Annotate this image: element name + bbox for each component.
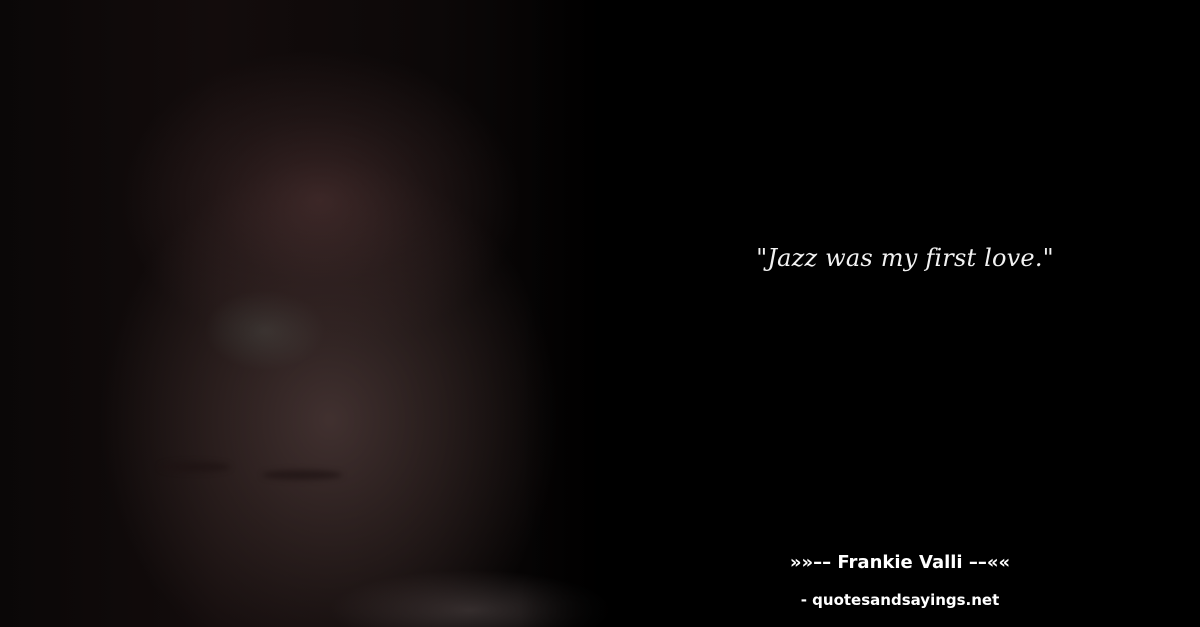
quote-text: "Jazz was my first love." <box>756 244 1054 272</box>
portrait-eye-right <box>262 470 342 480</box>
portrait-fade <box>520 0 640 627</box>
source-site: - quotesandsayings.net <box>800 591 1000 609</box>
author-name: »»–– Frankie Valli ––«« <box>789 552 1011 573</box>
portrait-eye-left <box>160 462 230 472</box>
